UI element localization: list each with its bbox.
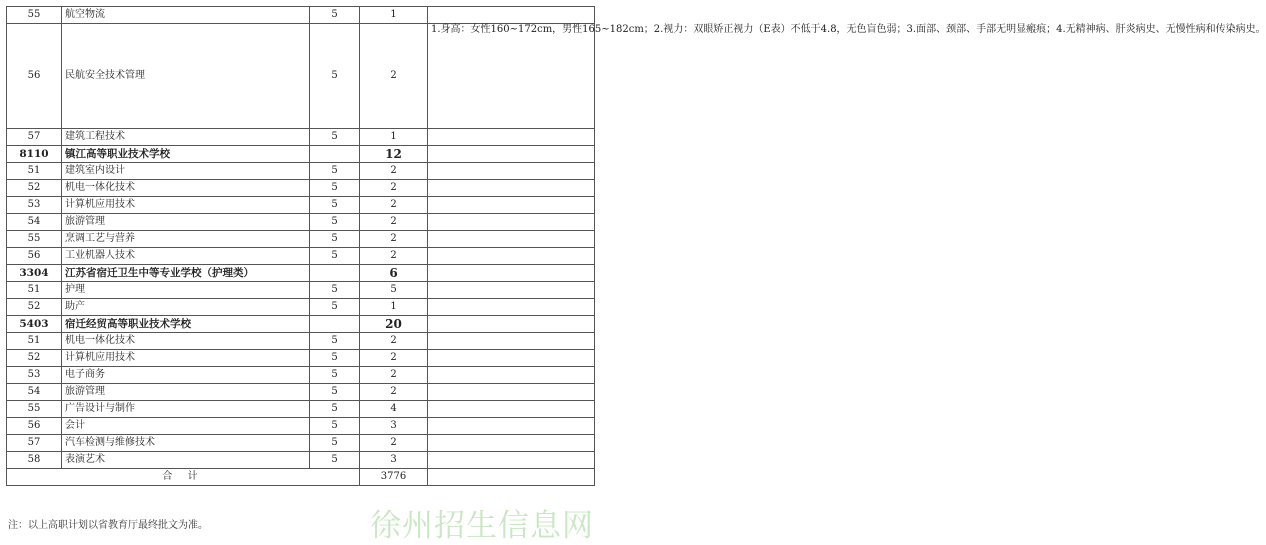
years-cell: 5 [310,367,360,384]
count-cell: 12 [360,146,428,163]
note-cell [428,248,595,265]
table-row [7,418,595,435]
count-cell: 4 [360,401,428,418]
code-cell: 55 [7,401,62,418]
count-cell: 2 [360,214,428,231]
code-cell: 56 [7,418,62,435]
code-cell: 52 [7,350,62,367]
count-cell: 2 [360,24,428,129]
name-cell: 建筑工程技术 [62,129,310,146]
years-cell: 5 [310,299,360,316]
years-cell: 5 [310,452,360,469]
note-cell [428,469,595,486]
name-cell: 建筑室内设计 [62,163,310,180]
note-cell [428,129,595,146]
years-cell: 5 [310,401,360,418]
table-body [7,7,1266,486]
code-cell: 51 [7,282,62,299]
table-row [7,384,595,401]
years-cell: 5 [310,435,360,452]
table-row [7,452,595,469]
note-cell [428,350,595,367]
code-cell: 55 [7,231,62,248]
code-cell: 56 [7,248,62,265]
total-label: 合 计 [7,469,360,486]
table-row [7,299,595,316]
note-cell [428,282,595,299]
note-cell [428,7,595,24]
note-cell [428,333,595,350]
code-cell: 57 [7,435,62,452]
note-cell [428,299,595,316]
enrollment-plan-table [6,6,1266,486]
note-cell [428,316,595,333]
count-cell: 2 [360,231,428,248]
note-cell [428,146,595,163]
name-cell: 护理 [62,282,310,299]
years-cell: 5 [310,214,360,231]
count-cell: 2 [360,180,428,197]
count-cell: 2 [360,367,428,384]
name-cell: 机电一体化技术 [62,333,310,350]
note-cell [428,197,595,214]
years-cell: 5 [310,180,360,197]
table-row [7,435,595,452]
count-cell: 20 [360,316,428,333]
note-cell [428,180,595,197]
table-row [7,197,595,214]
count-cell: 3 [360,418,428,435]
name-cell: 江苏省宿迁卫生中等专业学校（护理类） [62,265,310,282]
code-cell: 58 [7,452,62,469]
years-cell: 5 [310,248,360,265]
count-cell: 6 [360,265,428,282]
table-row [7,180,595,197]
note-cell [428,367,595,384]
name-cell: 航空物流 [62,7,310,24]
years-cell: 5 [310,129,360,146]
name-cell: 广告设计与制作 [62,401,310,418]
name-cell: 镇江高等职业技术学校 [62,146,310,163]
name-cell: 计算机应用技术 [62,197,310,214]
table-row [7,350,595,367]
note-cell: 1.身高：女性160~172cm，男性165~182cm；2.视力：双眼矫正视力（E表）不低于4.8，无色盲色弱；3.面部、颈部、手部无明显瘢痕；4.无精神病、肝炎病史、无慢性病和传染病史。 [428,24,595,129]
name-cell: 汽车检测与维修技术 [62,435,310,452]
code-cell: 55 [7,7,62,24]
footnote: 注：以上高职计划以省教育厅最终批文为准。 [8,520,208,531]
count-cell: 1 [360,129,428,146]
table-row [7,401,595,418]
table-row [7,24,595,129]
name-cell: 助产 [62,299,310,316]
note-cell [428,231,595,248]
school-row [7,316,595,333]
note-cell [428,214,595,231]
count-cell: 2 [360,248,428,265]
count-cell: 5 [360,282,428,299]
note-cell [428,435,595,452]
years-cell: 5 [310,24,360,129]
years-cell [310,265,360,282]
table-row [7,333,595,350]
code-cell: 52 [7,180,62,197]
table-row [7,367,595,384]
code-cell: 5403 [7,316,62,333]
years-cell [310,316,360,333]
count-cell: 2 [360,384,428,401]
years-cell: 5 [310,231,360,248]
table-row [7,214,595,231]
name-cell: 宿迁经贸高等职业技术学校 [62,316,310,333]
years-cell: 5 [310,163,360,180]
note-cell [428,418,595,435]
count-cell: 2 [360,333,428,350]
code-cell: 56 [7,24,62,129]
code-cell: 51 [7,333,62,350]
years-cell: 5 [310,350,360,367]
name-cell: 计算机应用技术 [62,350,310,367]
years-cell: 5 [310,282,360,299]
count-cell: 1 [360,7,428,24]
table-row [7,231,595,248]
code-cell: 54 [7,384,62,401]
note-cell [428,163,595,180]
name-cell: 电子商务 [62,367,310,384]
code-cell: 54 [7,214,62,231]
watermark: 徐州招生信息网 [370,508,594,544]
code-cell: 53 [7,197,62,214]
years-cell: 5 [310,7,360,24]
years-cell: 5 [310,418,360,435]
name-cell: 机电一体化技术 [62,180,310,197]
years-cell [310,146,360,163]
note-cell [428,452,595,469]
code-cell: 8110 [7,146,62,163]
code-cell: 3304 [7,265,62,282]
code-cell: 52 [7,299,62,316]
school-row [7,265,595,282]
note-cell [428,265,595,282]
total-row [7,469,595,486]
code-cell: 53 [7,367,62,384]
name-cell: 旅游管理 [62,214,310,231]
name-cell: 民航安全技术管理 [62,24,310,129]
name-cell: 烹调工艺与营养 [62,231,310,248]
table-row [7,282,595,299]
years-cell: 5 [310,197,360,214]
table-row [7,7,595,24]
count-cell: 2 [360,197,428,214]
school-row [7,146,595,163]
note-cell [428,401,595,418]
count-cell: 2 [360,163,428,180]
count-cell: 1 [360,299,428,316]
name-cell: 表演艺术 [62,452,310,469]
note-cell [428,384,595,401]
count-cell: 3 [360,452,428,469]
count-cell: 2 [360,350,428,367]
count-cell: 2 [360,435,428,452]
name-cell: 工业机器人技术 [62,248,310,265]
name-cell: 旅游管理 [62,384,310,401]
name-cell: 会计 [62,418,310,435]
table-row [7,163,595,180]
years-cell: 5 [310,384,360,401]
total-count: 3776 [360,469,428,486]
table-row [7,129,595,146]
table-row [7,248,595,265]
code-cell: 51 [7,163,62,180]
years-cell: 5 [310,333,360,350]
code-cell: 57 [7,129,62,146]
